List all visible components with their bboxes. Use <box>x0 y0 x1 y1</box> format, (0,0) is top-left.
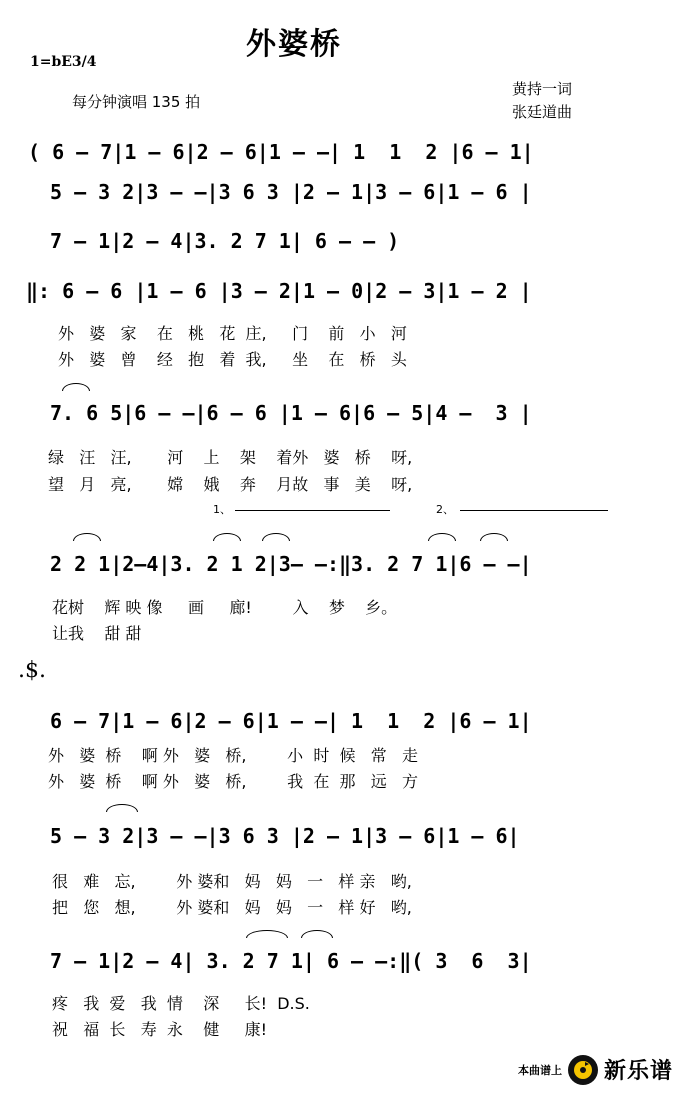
lyric-line-4-verse-2: 外 婆 曾 经 抱 着 我, 坐 在 桥 头 <box>58 350 407 369</box>
notation-line-2: 5 — 3 2|3 — —|3 6 3 |2 — 1|3 — 6|1 — 6 | <box>50 180 532 204</box>
notation-line-8: 5 — 3 2|3 — —|3 6 3 |2 — 1|3 — 6|1 — 6| <box>50 824 520 848</box>
slur-mark <box>246 930 288 938</box>
segno-sign: .$. <box>18 658 46 683</box>
notation-line-4: ‖: 6 — 6 |1 — 6 |3 — 2|1 — 0|2 — 3|1 — 2 | <box>26 279 532 303</box>
lyric-line-4-verse-1: 外 婆 家 在 桃 花 庄, 门 前 小 河 <box>58 324 407 343</box>
notation-line-6: 2 2 1|2—4|3. 2 1 2|3— —:‖3. 2 7 1|6 — —| <box>50 552 532 576</box>
lyric-line-8-verse-1: 很 难 忘, 外 婆和 妈 妈 一 样 亲 哟, <box>52 872 412 891</box>
first-ending-label: 1、 <box>213 503 231 516</box>
slur-mark <box>62 383 90 391</box>
lyric-line-8-verse-2: 把 您 想, 外 婆和 妈 妈 一 样 好 哟, <box>52 898 412 917</box>
lyric-line-7-verse-2: 外 婆 桥 啊 外 婆 桥, 我 在 那 远 方 <box>48 772 419 791</box>
watermark-caption: 本曲谱上 <box>517 1063 562 1077</box>
slur-mark <box>428 533 456 541</box>
first-ending-bracket <box>235 510 390 511</box>
lyric-line-9-verse-2: 祝 福 长 寿 永 健 康! <box>52 1020 268 1039</box>
site-watermark <box>518 1054 673 1085</box>
slur-mark <box>213 533 241 541</box>
lyric-line-9-verse-1: 疼 我 爱 我 情 深 长! D.S. <box>52 994 310 1013</box>
slur-mark <box>262 533 290 541</box>
tempo-note: 每分钟演唱 135 拍 <box>72 93 201 111</box>
lyric-line-5-verse-2: 望 月 亮, 嫦 娥 奔 月故 事 美 呀, <box>48 475 413 494</box>
lyric-line-6-verse-2: 让我 甜 甜 <box>52 624 142 643</box>
slur-mark <box>480 533 508 541</box>
notation-line-9: 7 — 1|2 — 4| 3. 2 7 1| 6 — —:‖( 3 6 3| <box>50 949 532 973</box>
slur-mark <box>301 930 333 938</box>
slur-mark <box>106 804 138 812</box>
lyricist-credit: 黄持一词 <box>512 80 573 98</box>
composer-credit: 张廷道曲 <box>512 103 573 121</box>
music-disc-icon <box>568 1055 598 1085</box>
lyric-line-5-verse-1: 绿 汪 汪, 河 上 架 着外 婆 桥 呀, <box>48 448 413 467</box>
second-ending-bracket <box>460 510 608 511</box>
lyric-line-7-verse-1: 外 婆 桥 啊 外 婆 桥, 小 时 候 常 走 <box>48 746 419 765</box>
second-ending-label: 2、 <box>436 503 454 516</box>
slur-mark <box>73 533 101 541</box>
song-title: 外婆桥 <box>246 27 342 62</box>
key-signature: 1=bE3/4 <box>30 54 97 70</box>
notation-line-3: 7 — 1|2 — 4|3. 2 7 1| 6 — — ) <box>50 229 400 253</box>
notation-line-1: ( 6 — 7|1 — 6|2 — 6|1 — —| 1 1 2 |6 — 1| <box>28 140 534 164</box>
site-logo-text: 新乐谱 <box>603 1059 673 1084</box>
lyric-line-6-verse-1: 花树 辉 映 像 画 廊! 入 梦 乡。 <box>52 598 398 617</box>
notation-line-5: 7. 6 5|6 — —|6 — 6 |1 — 6|6 — 5|4 — 3 | <box>50 401 532 425</box>
notation-line-7: 6 — 7|1 — 6|2 — 6|1 — —| 1 1 2 |6 — 1| <box>50 709 532 733</box>
